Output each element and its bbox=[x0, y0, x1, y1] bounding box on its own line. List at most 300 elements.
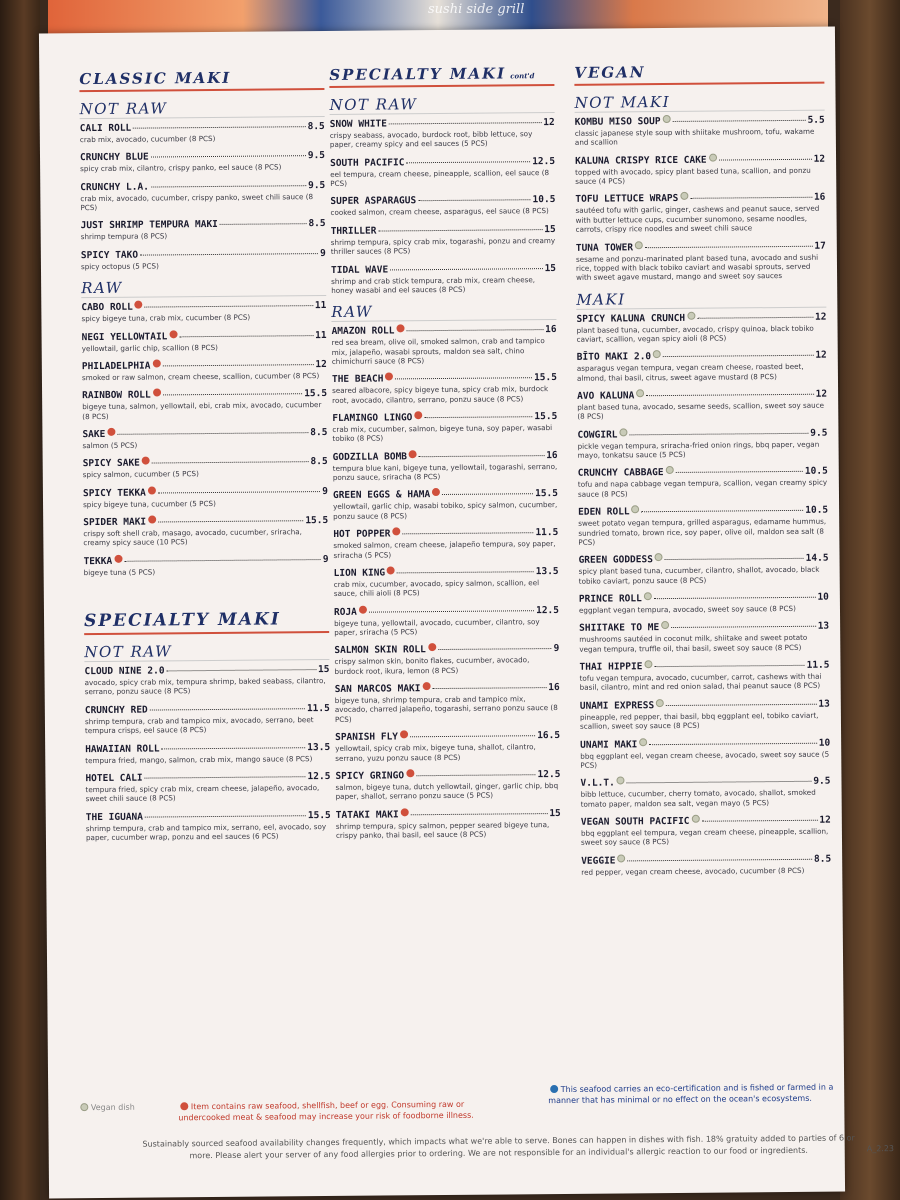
menu-item-line bbox=[85, 771, 330, 784]
leader-dots bbox=[150, 708, 305, 710]
menu-item-price: 12 bbox=[813, 153, 826, 165]
menu-item-line bbox=[336, 808, 561, 821]
menu-item-name: GREEN GODDESS bbox=[578, 554, 653, 567]
raw-icon bbox=[401, 808, 409, 816]
menu-item bbox=[331, 263, 556, 296]
menu-item-description: bbq eggplant eel, vegan cream cheese, avocado, sweet soy sauce (5 PCS) bbox=[580, 749, 830, 770]
leader-dots bbox=[432, 687, 546, 689]
menu-item bbox=[85, 703, 330, 736]
menu-item-line bbox=[334, 605, 559, 618]
vegan-icon bbox=[619, 428, 627, 436]
menu-item-price: 11.5 bbox=[535, 527, 559, 539]
leader-dots bbox=[151, 156, 306, 158]
vegan-icon bbox=[653, 350, 661, 358]
menu-item-name: VEGGIE bbox=[581, 855, 616, 867]
menu-item-description: tofu vegan tempura, avocado, cucumber, carrot, cashews with thai basil, cilantro, mint and red onion salad, thai peanut sauce (8 PCS) bbox=[579, 671, 822, 693]
leader-dots bbox=[162, 747, 306, 749]
raw-icon bbox=[142, 457, 150, 465]
menu-item-line bbox=[330, 194, 555, 207]
menu-item-name: TATAKI MAKI bbox=[335, 808, 399, 821]
menu-item-price: 14.5 bbox=[805, 552, 829, 565]
menu-item-price: 15.5 bbox=[304, 388, 328, 400]
menu-item-description: avocado, spicy crab mix, tempura shrimp, baked seabass, cilantro, serrano, ponzu sauce (8 PCS) bbox=[84, 676, 326, 697]
raw-icon bbox=[153, 389, 161, 397]
menu-item bbox=[85, 771, 330, 804]
raw-legend-text: Item contains raw seafood, shellfish, beef or egg. Consuming raw or undercooked meat & seafood may increase your risk of foodborne illness. bbox=[178, 1099, 474, 1123]
raw-icon bbox=[152, 359, 160, 367]
menu-item-description: smoked salmon, cream cheese, jalapeño tempura, soy paper, sriracha (5 PCS) bbox=[333, 539, 556, 560]
menu-item-name: LION KING bbox=[333, 567, 386, 579]
section-title bbox=[79, 68, 324, 92]
leader-dots bbox=[117, 432, 308, 435]
menu-item bbox=[334, 566, 559, 599]
raw-icon bbox=[135, 301, 143, 309]
menu-item-price: 10 bbox=[818, 737, 831, 749]
menu-item-description: crab mix, cucumber, salmon, bigeye tuna, soy paper, wasabi tobiko (8 PCS) bbox=[332, 423, 553, 444]
menu-item-name: HOT POPPER bbox=[333, 528, 391, 541]
menu-item-line bbox=[580, 698, 830, 711]
leader-dots bbox=[442, 494, 533, 496]
group-heading: RAW bbox=[331, 301, 556, 322]
menu-item-description: spicy octopus (5 PCS) bbox=[80, 261, 159, 271]
menu-item-name: RAINBOW ROLL bbox=[82, 389, 151, 402]
menu-item-description: spicy bigeye tuna, crab mix, cucumber (8 PCS) bbox=[81, 312, 251, 324]
leader-dots bbox=[397, 571, 534, 573]
menu-item-name: TEKKA bbox=[83, 555, 113, 567]
menu-item-description: crispy seabass, avocado, burdock root, bibb lettuce, soy paper, creamy spicy and eel sauces (5 PCS) bbox=[329, 129, 533, 150]
menu-item-description: bigeye tuna, yellowtail, avocado, cucumber, cilantro, soy paper, sriracha (5 PCS) bbox=[334, 616, 540, 637]
menu-item-line bbox=[331, 224, 556, 237]
menu-item-line bbox=[577, 350, 827, 363]
eco-legend-text: This seafood carries an eco-certification and is fished or farmed in a manner that has minimal or no effect on the ocean's ecosystems. bbox=[548, 1082, 834, 1105]
menu-item-price: 11 bbox=[315, 329, 327, 341]
menu-item bbox=[335, 730, 560, 763]
menu-footer bbox=[78, 1082, 895, 1161]
vegan-icon bbox=[80, 1103, 88, 1111]
group-heading: NOT RAW bbox=[84, 641, 329, 662]
leader-dots bbox=[690, 197, 812, 199]
vegan-icon bbox=[639, 738, 647, 746]
section-title-text: SPECIALTY MAKI bbox=[329, 64, 507, 84]
menu-item-price: 8.5 bbox=[310, 426, 328, 439]
menu-item-name: PHILADELPHIA bbox=[81, 360, 151, 373]
leader-dots bbox=[389, 122, 541, 124]
raw-icon bbox=[432, 488, 440, 496]
menu-item-name: GREEN EGGS & HAMA bbox=[332, 489, 431, 502]
leader-dots bbox=[719, 158, 812, 160]
menu-item bbox=[579, 621, 829, 654]
menu-item bbox=[80, 150, 325, 173]
menu-item bbox=[335, 769, 560, 802]
leader-dots bbox=[369, 610, 534, 612]
menu-item-price: 9 bbox=[320, 247, 326, 259]
menu-item-line bbox=[581, 815, 831, 828]
menu-item bbox=[577, 389, 827, 422]
menu-item bbox=[82, 388, 327, 421]
menu-item-name: HAWAIIAN ROLL bbox=[85, 743, 160, 755]
eco-legend bbox=[548, 1083, 838, 1107]
leader-dots bbox=[145, 776, 306, 778]
menu-item bbox=[80, 121, 325, 144]
menu-item bbox=[578, 466, 828, 499]
menu-item-name: SPICY SAKE bbox=[82, 457, 140, 470]
raw-icon bbox=[406, 769, 414, 777]
menu-code: A_2.23 bbox=[866, 1144, 895, 1154]
menu-item-line bbox=[332, 372, 557, 385]
leader-dots bbox=[124, 559, 321, 562]
menu-item-description: crab mix, avocado, cucumber (8 PCS) bbox=[79, 133, 216, 145]
leader-dots bbox=[424, 416, 532, 418]
column-vegan bbox=[574, 61, 831, 885]
menu-item-price: 9 bbox=[322, 553, 329, 565]
raw-icon bbox=[107, 428, 115, 436]
table-surface-right bbox=[840, 0, 900, 1200]
vegan-icon bbox=[709, 153, 717, 161]
menu-item-name: TOFU LETTUCE WRAPS bbox=[575, 193, 679, 206]
menu-item-description: sesame and ponzu-marinated plant based tuna, avocado and sushi rice, topped with black tobiko caviart and wasabi sprouts, served with sweet agave mustard, mango and sweet soy sauces bbox=[575, 252, 819, 283]
menu-item-price: 12.5 bbox=[307, 770, 331, 783]
menu-item-line bbox=[579, 660, 829, 673]
menu-item-line bbox=[577, 427, 827, 440]
leader-dots bbox=[179, 335, 313, 337]
menu-item-line bbox=[576, 311, 826, 324]
menu-item bbox=[331, 324, 556, 366]
menu-item bbox=[332, 411, 557, 444]
menu-item-name: PRINCE ROLL bbox=[578, 593, 642, 605]
menu-item-description: pickle vegan tempura, sriracha-fried onion rings, bbq paper, vegan mayo, tonkatsu sauce (5 PCS) bbox=[577, 439, 820, 460]
menu-item bbox=[335, 682, 560, 724]
leader-dots bbox=[163, 393, 302, 395]
menu-item-description: tempura blue kani, bigeye tuna, yellowtail, togarashi, serrano, ponzu sauce, sriracha (8 PCS) bbox=[332, 461, 558, 483]
menu-item-description: bigeye tuna, salmon, yellowtail, ebi, crab mix, avocado, cucumber (8 PCS) bbox=[82, 400, 322, 421]
menu-item-description: yellowtail, spicy crab mix, bigeye tuna, shallot, cilantro, serrano, yuzu ponzu sauce (8 PCS) bbox=[335, 742, 536, 763]
menu-item bbox=[575, 192, 825, 234]
menu-item-description: eel tempura, cream cheese, pineapple, scallion, eel sauce (8 PCS) bbox=[330, 167, 550, 189]
menu-item-description: bigeye tuna (5 PCS) bbox=[83, 567, 156, 577]
group-heading: NOT RAW bbox=[80, 98, 325, 119]
leader-dots bbox=[390, 268, 542, 270]
menu-item-price: 8.5 bbox=[310, 456, 328, 468]
menu-item-line bbox=[332, 411, 557, 424]
leader-dots bbox=[671, 626, 815, 628]
menu-item bbox=[82, 330, 327, 353]
menu-item-price: 15.5 bbox=[535, 488, 559, 500]
menu-item-line bbox=[85, 703, 330, 716]
menu-item-price: 15 bbox=[544, 262, 557, 274]
leader-dots bbox=[158, 520, 303, 522]
leader-dots bbox=[378, 229, 542, 231]
menu-item-name: SPIDER MAKI bbox=[83, 516, 147, 529]
menu-item bbox=[575, 153, 825, 186]
group-heading: NOT RAW bbox=[329, 94, 554, 115]
section-title-text: CLASSIC MAKI bbox=[79, 68, 232, 89]
menu-item-price: 10.5 bbox=[532, 194, 556, 206]
menu-item-description: tempura fried, spicy crab mix, cream cheese, jalapeño, avocado, sweet chili sauce (8 PCS) bbox=[85, 782, 320, 804]
menu-item-price: 15 bbox=[317, 664, 330, 676]
vegan-legend-text: Vegan dish bbox=[90, 1102, 135, 1113]
continued-label: cont'd bbox=[510, 71, 535, 81]
menu-item bbox=[83, 515, 328, 548]
menu-item-price: 16 bbox=[813, 192, 826, 204]
menu-item-line bbox=[81, 248, 326, 261]
leader-dots bbox=[152, 461, 309, 463]
vegan-icon bbox=[617, 777, 625, 785]
menu-item-price: 5.5 bbox=[807, 114, 825, 126]
leader-dots bbox=[666, 704, 816, 706]
menu-item bbox=[334, 643, 559, 676]
menu-item-description: red sea bream, olive oil, smoked salmon, crab and tampico mix, jalapeño, wasabi sprouts, maldon sea salt, chino chimichurri sauce (8 PCS) bbox=[331, 336, 545, 366]
raw-icon bbox=[359, 605, 367, 613]
menu-item-price: 9 bbox=[322, 485, 328, 497]
menu-item bbox=[85, 742, 330, 765]
leader-dots bbox=[654, 597, 816, 599]
menu-item-description: tempura fried, mango, salmon, crab mix, mango sauce (8 PCS) bbox=[85, 753, 313, 765]
vegan-icon bbox=[661, 621, 669, 629]
menu-item-line bbox=[82, 388, 327, 401]
menu-item-name: BĪTO MAKI 2.0 bbox=[576, 351, 652, 364]
leader-dots bbox=[416, 774, 535, 776]
menu-item bbox=[84, 664, 329, 697]
raw-icon bbox=[387, 566, 395, 574]
menu-item-description: sweet potato vegan tempura, grilled asparagus, edamame hummus, sundried tomato, brown rice, soy paper, olive oil, maldon sea salt (8 PCS) bbox=[578, 516, 827, 547]
leader-dots bbox=[406, 161, 530, 163]
section-title bbox=[574, 62, 824, 86]
leader-dots bbox=[220, 224, 307, 226]
menu-item bbox=[331, 224, 556, 257]
leader-dots bbox=[673, 120, 806, 122]
menu-item-line bbox=[580, 737, 830, 750]
menu-item-description: crab mix, cucumber, avocado, spicy salmon, scallion, eel sauce, chili aioli (8 PCS) bbox=[333, 578, 540, 599]
menu-item-name: SNOW WHITE bbox=[329, 118, 387, 130]
raw-icon bbox=[409, 450, 417, 458]
menu-item-description: topped with avocado, spicy plant based tuna, scallion, and ponzu sauce (4 PCS) bbox=[575, 165, 811, 186]
vegan-legend bbox=[78, 1103, 135, 1112]
menu-item-price: 13 bbox=[817, 620, 830, 633]
group-heading: NOT MAKI bbox=[574, 92, 824, 113]
menu-item-line bbox=[579, 621, 829, 634]
menu-item-name: THE IGUANA bbox=[85, 811, 144, 823]
menu-item-price: 15.5 bbox=[305, 515, 329, 527]
menu-item-description: salmon (5 PCS) bbox=[82, 440, 138, 451]
menu-item-name: JUST SHRIMP TEMPURA MAKI bbox=[80, 219, 218, 232]
menu-item-description: shrimp tempura, crab and tampico mix, avocado, serrano, beet tempura crisps, eel sauce (8 PCS) bbox=[84, 714, 314, 736]
menu-item-description: spicy salmon, cucumber (5 PCS) bbox=[82, 469, 199, 480]
menu-item bbox=[330, 117, 555, 150]
menu-item-price: 13 bbox=[818, 698, 830, 710]
vegan-icon bbox=[655, 553, 663, 561]
menu-item-name: NEGI YELLOWTAIL bbox=[81, 330, 168, 343]
menu-item-price: 9 bbox=[553, 643, 560, 655]
menu-item-name: HOTEL CALI bbox=[85, 772, 143, 785]
menu-item-name: THE BEACH bbox=[331, 373, 384, 386]
menu-item-description: shrimp and crab stick tempura, crab mix, cream cheese, honey wasabi and eel sauces (8 PCS) bbox=[331, 274, 536, 295]
table-surface-left bbox=[0, 0, 40, 1200]
menu-item-line bbox=[580, 776, 830, 789]
menu-item-description: crab mix, avocado, cucumber, crispy panko, sweet chili sauce (8 PCS) bbox=[80, 191, 314, 213]
menu-item-line bbox=[335, 730, 560, 743]
menu-item-description: shrimp tempura, spicy salmon, pepper seared bigeye tuna, crispy panko, thai basil, eel sauce (8 PCS) bbox=[335, 819, 550, 840]
menu-item-name: AVO KALUNA bbox=[577, 390, 635, 402]
menu-item-price: 13.5 bbox=[535, 565, 559, 578]
menu-item-price: 12 bbox=[543, 116, 555, 129]
leader-dots bbox=[627, 781, 812, 784]
menu-item-line bbox=[577, 389, 827, 402]
leader-dots bbox=[406, 329, 543, 331]
menu-item bbox=[576, 240, 826, 282]
leader-dots bbox=[649, 742, 816, 744]
menu-item-price: 11.5 bbox=[306, 702, 330, 715]
menu-item bbox=[579, 660, 829, 693]
menu-item bbox=[330, 156, 555, 189]
menu-item-price: 10 bbox=[817, 591, 829, 603]
vegan-icon bbox=[635, 241, 643, 249]
menu-item-description: eggplant vegan tempura, avocado, sweet soy sauce (8 PCS) bbox=[578, 603, 796, 615]
menu-item bbox=[82, 359, 327, 382]
menu-item-line bbox=[579, 592, 829, 605]
leader-dots bbox=[627, 858, 812, 861]
leader-dots bbox=[151, 185, 306, 187]
menu-item-line bbox=[575, 192, 825, 205]
section-title bbox=[84, 609, 329, 635]
menu-item bbox=[81, 218, 326, 241]
menu-item bbox=[578, 505, 828, 547]
menu-item bbox=[83, 554, 328, 577]
menu-item-line bbox=[335, 769, 560, 782]
menu-item-description: plant based tuna, avocado, sesame seeds, scallion, sweet soy sauce (8 PCS) bbox=[577, 400, 825, 422]
menu-item-name: CRUNCHY BLUE bbox=[79, 151, 149, 164]
menu-item-price: 15 bbox=[549, 807, 561, 819]
menu-item-name: SAN MARCOS MAKI bbox=[334, 683, 421, 696]
menu-item-description: pineapple, red pepper, thai basil, bbq eggplant eel, tobiko caviart, scallion, sweet soy sauce (8 PCS) bbox=[579, 710, 819, 731]
menu-item-description: yellowtail, garlic chip, scallion (8 PCS) bbox=[81, 342, 218, 353]
raw-icon bbox=[169, 330, 177, 338]
leader-dots bbox=[676, 471, 803, 473]
menu-item-price: 13.5 bbox=[307, 741, 331, 753]
menu-item-price: 12.5 bbox=[532, 155, 556, 167]
leader-dots bbox=[645, 245, 812, 247]
menu-item bbox=[577, 350, 827, 383]
menu-item-line bbox=[331, 263, 556, 276]
menu-item bbox=[580, 698, 830, 731]
vegan-icon bbox=[680, 192, 688, 200]
menu-item-price: 15.5 bbox=[534, 372, 558, 384]
raw-icon bbox=[392, 528, 400, 536]
leader-dots bbox=[646, 394, 813, 396]
menu-item-price: 12.5 bbox=[537, 768, 561, 781]
menu-item-name: FLAMINGO LINGO bbox=[332, 412, 413, 424]
menu-item-name: CRUNCHY CABBAGE bbox=[577, 467, 664, 480]
menu-item-line bbox=[578, 466, 828, 479]
section-title-text: VEGAN bbox=[574, 63, 646, 82]
menu-item bbox=[577, 427, 827, 460]
vegan-icon bbox=[617, 854, 625, 862]
menu-item-line bbox=[333, 450, 558, 463]
menu-item-name: VEGAN SOUTH PACIFIC bbox=[580, 815, 690, 828]
menu-item bbox=[580, 776, 830, 809]
menu-item bbox=[580, 737, 830, 770]
menu-item bbox=[81, 300, 326, 323]
vegan-icon bbox=[666, 466, 674, 474]
menu-item bbox=[576, 311, 826, 344]
sustainability-note: Sustainably sourced seafood availability changes frequently, which impacts what we're able to serve. Bones can happen in dishes with fish. 18% gratuity added to parties of 6 or more. Please alert your server of any food allergies prior to ordering. We are not responsible for an individual's allergic reaction to our food or ingredients. bbox=[142, 1133, 855, 1161]
vegan-icon bbox=[691, 815, 699, 823]
raw-icon bbox=[414, 411, 422, 419]
menu-item-name: SPICY KALUNA CRUNCH bbox=[576, 312, 686, 325]
menu-item bbox=[579, 592, 829, 616]
menu-item-line bbox=[86, 810, 331, 823]
menu-item-description: salmon, bigeye tuna, dutch yellowtail, ginger, garlic chip, bbq paper, shallot, serrano ponzu sauce (5 PCS) bbox=[335, 780, 559, 802]
menu-item-line bbox=[83, 554, 328, 567]
eco-cert-icon bbox=[550, 1085, 558, 1093]
menu-page bbox=[39, 27, 895, 1199]
leader-dots bbox=[701, 820, 817, 822]
menu-item-description: spicy bigeye tuna, cucumber (5 PCS) bbox=[83, 498, 216, 509]
menu-item-description: shrimp tempura, crab and tampico mix, serrano, eel, avocado, soy paper, cucumber wrap, ponzu and eel sauces (6 PCS) bbox=[85, 821, 327, 843]
menu-item-line bbox=[334, 643, 559, 656]
leader-dots bbox=[145, 305, 313, 307]
menu-item-price: 16 bbox=[545, 324, 557, 336]
menu-item-price: 15 bbox=[544, 223, 556, 235]
leader-dots bbox=[145, 815, 306, 817]
vegan-icon bbox=[632, 505, 640, 513]
menu-item-line bbox=[333, 527, 558, 540]
menu-item-price: 12 bbox=[819, 814, 831, 826]
menu-item-name: SOUTH PACIFIC bbox=[330, 157, 405, 169]
menu-item-name: TUNA TOWER bbox=[575, 241, 634, 254]
menu-item-description: spicy plant based tuna, cucumber, cilantro, shallot, avocado, black tobiko caviart, ponzu sauce (8 PCS) bbox=[578, 564, 820, 586]
menu-item bbox=[330, 194, 555, 217]
menu-item-line bbox=[333, 488, 558, 501]
menu-item-name: CRUNCHY RED bbox=[84, 704, 148, 716]
vegan-icon bbox=[656, 699, 664, 707]
group-heading: RAW bbox=[81, 277, 326, 298]
menu-item-description: red pepper, vegan cream cheese, avocado, cucumber (8 PCS) bbox=[581, 865, 805, 877]
menu-item-price: 17 bbox=[814, 240, 826, 252]
leader-dots bbox=[162, 364, 313, 366]
menu-item bbox=[83, 456, 328, 479]
menu-item-name: CLOUD NINE 2.0 bbox=[84, 665, 165, 678]
raw-icon bbox=[396, 325, 404, 333]
leader-dots bbox=[410, 735, 535, 737]
section-title-text: SPECIALTY MAKI bbox=[83, 609, 281, 632]
menu-item-line bbox=[80, 150, 325, 163]
menu-item-description: bbq eggplant eel tempura, vegan cream cheese, pineapple, scallion, sweet soy sauce (8 PCS) bbox=[580, 826, 829, 848]
column-specialty-contd bbox=[329, 63, 561, 848]
menu-item-price: 9.5 bbox=[307, 150, 326, 162]
menu-item-line bbox=[334, 566, 559, 579]
raw-icon bbox=[400, 730, 408, 738]
menu-item-line bbox=[575, 115, 825, 128]
vegan-icon bbox=[662, 115, 670, 123]
menu-item-name: SPICY TAKO bbox=[80, 249, 139, 261]
leader-dots bbox=[665, 558, 804, 560]
menu-item-description: crispy salmon skin, bonito flakes, cucumber, avocado, burdock root, ikura, lemon (8 PCS) bbox=[334, 655, 530, 676]
menu-item-price: 16.5 bbox=[537, 730, 561, 742]
menu-item-line bbox=[81, 300, 326, 313]
menu-item-name: SALMON SKIN ROLL bbox=[334, 644, 426, 657]
menu-item-description: seared albacore, spicy bigeye tuna, spicy crab mix, burdock root, avocado, cilantro, serrano, ponzu sauce (8 PCS) bbox=[332, 384, 549, 405]
menu-item-name: AMAZON ROLL bbox=[331, 325, 395, 338]
menu-item-name: CRUNCHY L.A. bbox=[80, 181, 149, 193]
menu-item-name: CABO ROLL bbox=[81, 301, 133, 314]
menu-item-line bbox=[83, 486, 328, 499]
menu-item-name: THAI HIPPIE bbox=[579, 661, 643, 673]
menu-item-line bbox=[330, 156, 555, 169]
vegan-icon bbox=[687, 311, 695, 319]
menu-item bbox=[575, 115, 825, 148]
menu-item bbox=[333, 527, 558, 560]
menu-item-description: tofu and napa cabbage vegan tempura, scallion, vegan creamy spicy sauce (8 PCS) bbox=[577, 478, 828, 499]
